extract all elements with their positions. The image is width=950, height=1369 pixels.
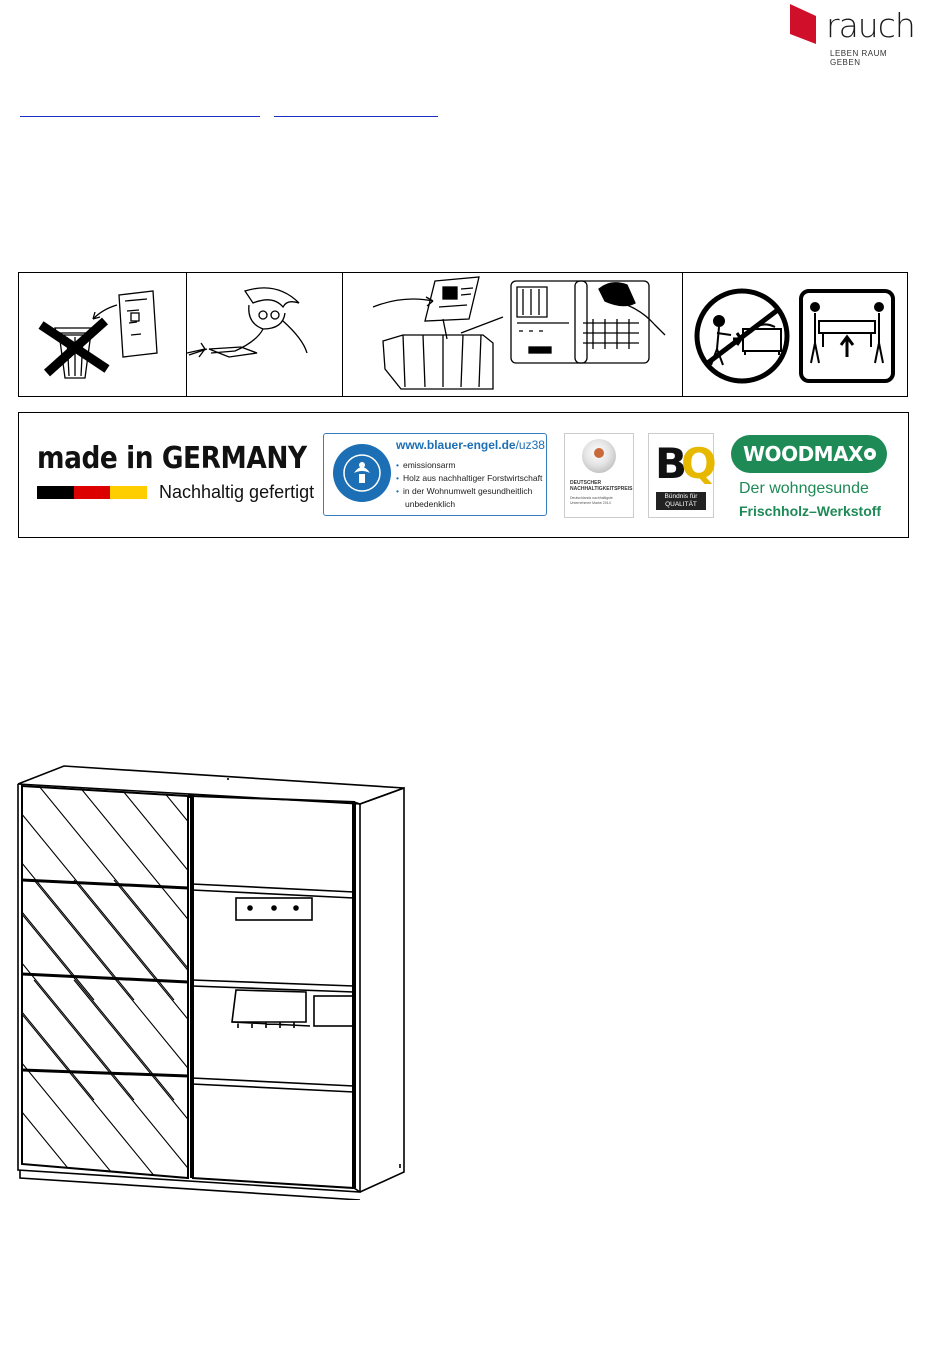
award-title: DEUTSCHER NACHHALTIGKEITSPREIS — [570, 480, 633, 492]
certifications-band — [18, 412, 909, 538]
made-in-germany-subtitle: Nachhaltig gefertigt — [159, 482, 315, 502]
instruction-strip — [18, 272, 908, 397]
bq-tagline: Bündnis für QUALITÄT — [656, 492, 706, 510]
blauer-engel-criteria — [396, 459, 542, 511]
header-link-2[interactable] — [274, 100, 438, 117]
woodmax-gear-icon — [862, 446, 878, 462]
woodmax-name: WOODMAX — [743, 442, 863, 466]
made-in-germany-title: made in GERMANY — [37, 441, 307, 476]
woodmax-tagline-1: Der wohngesunde — [739, 480, 869, 497]
bq-letter-b: B — [655, 439, 682, 488]
bq-logo — [655, 438, 711, 490]
blauer-engel-seal-icon — [332, 443, 392, 503]
flag-stripe-red — [74, 486, 111, 499]
woodmax-logo — [731, 435, 887, 473]
brand-logo — [786, 2, 915, 67]
file-manual-icon — [343, 273, 681, 396]
two-person-lift-icon — [683, 273, 907, 396]
nachhaltigkeitspreis-badge — [564, 433, 634, 518]
brand-mark-icon — [788, 4, 828, 44]
instruction-panel-trash — [19, 273, 187, 396]
list-item: • emissionsarm — [396, 459, 542, 472]
no-trash-icon — [19, 273, 185, 396]
header-link-1[interactable] — [20, 100, 260, 117]
bq-letter-q: Q — [681, 439, 711, 488]
brand-slogan: LEBEN RAUM GEBEN — [830, 49, 888, 67]
wardrobe-illustration — [14, 760, 414, 1200]
award-subtitle: Deutschlands nachhaltigste Unternehmen Marke 2014 — [570, 496, 613, 505]
woodmax-tagline-2: Frischholz–Werkstoff — [739, 503, 882, 519]
blauer-engel-url-suffix: /uz38 — [515, 438, 545, 452]
brand-name: rauch — [826, 6, 915, 45]
instruction-panel-file — [343, 273, 683, 396]
read-manual-icon — [187, 273, 341, 396]
bq-badge — [648, 433, 714, 518]
instruction-panel-lift — [683, 273, 907, 396]
blauer-engel-url — [396, 438, 545, 452]
blauer-engel-badge — [323, 433, 547, 516]
germany-flag-bar — [37, 486, 147, 499]
instruction-panel-read — [187, 273, 343, 396]
blauer-engel-url-main: www.blauer-engel.de — [396, 438, 516, 452]
flag-stripe-gold — [110, 486, 147, 499]
flag-stripe-black — [37, 486, 74, 499]
award-dot — [594, 448, 604, 458]
list-item: • Holz aus nachhaltiger Forstwirtschaft — [396, 472, 542, 485]
list-item: • in der Wohnumwelt gesundheitlich — [396, 485, 542, 498]
list-item-continuation: unbedenklich — [405, 499, 456, 509]
